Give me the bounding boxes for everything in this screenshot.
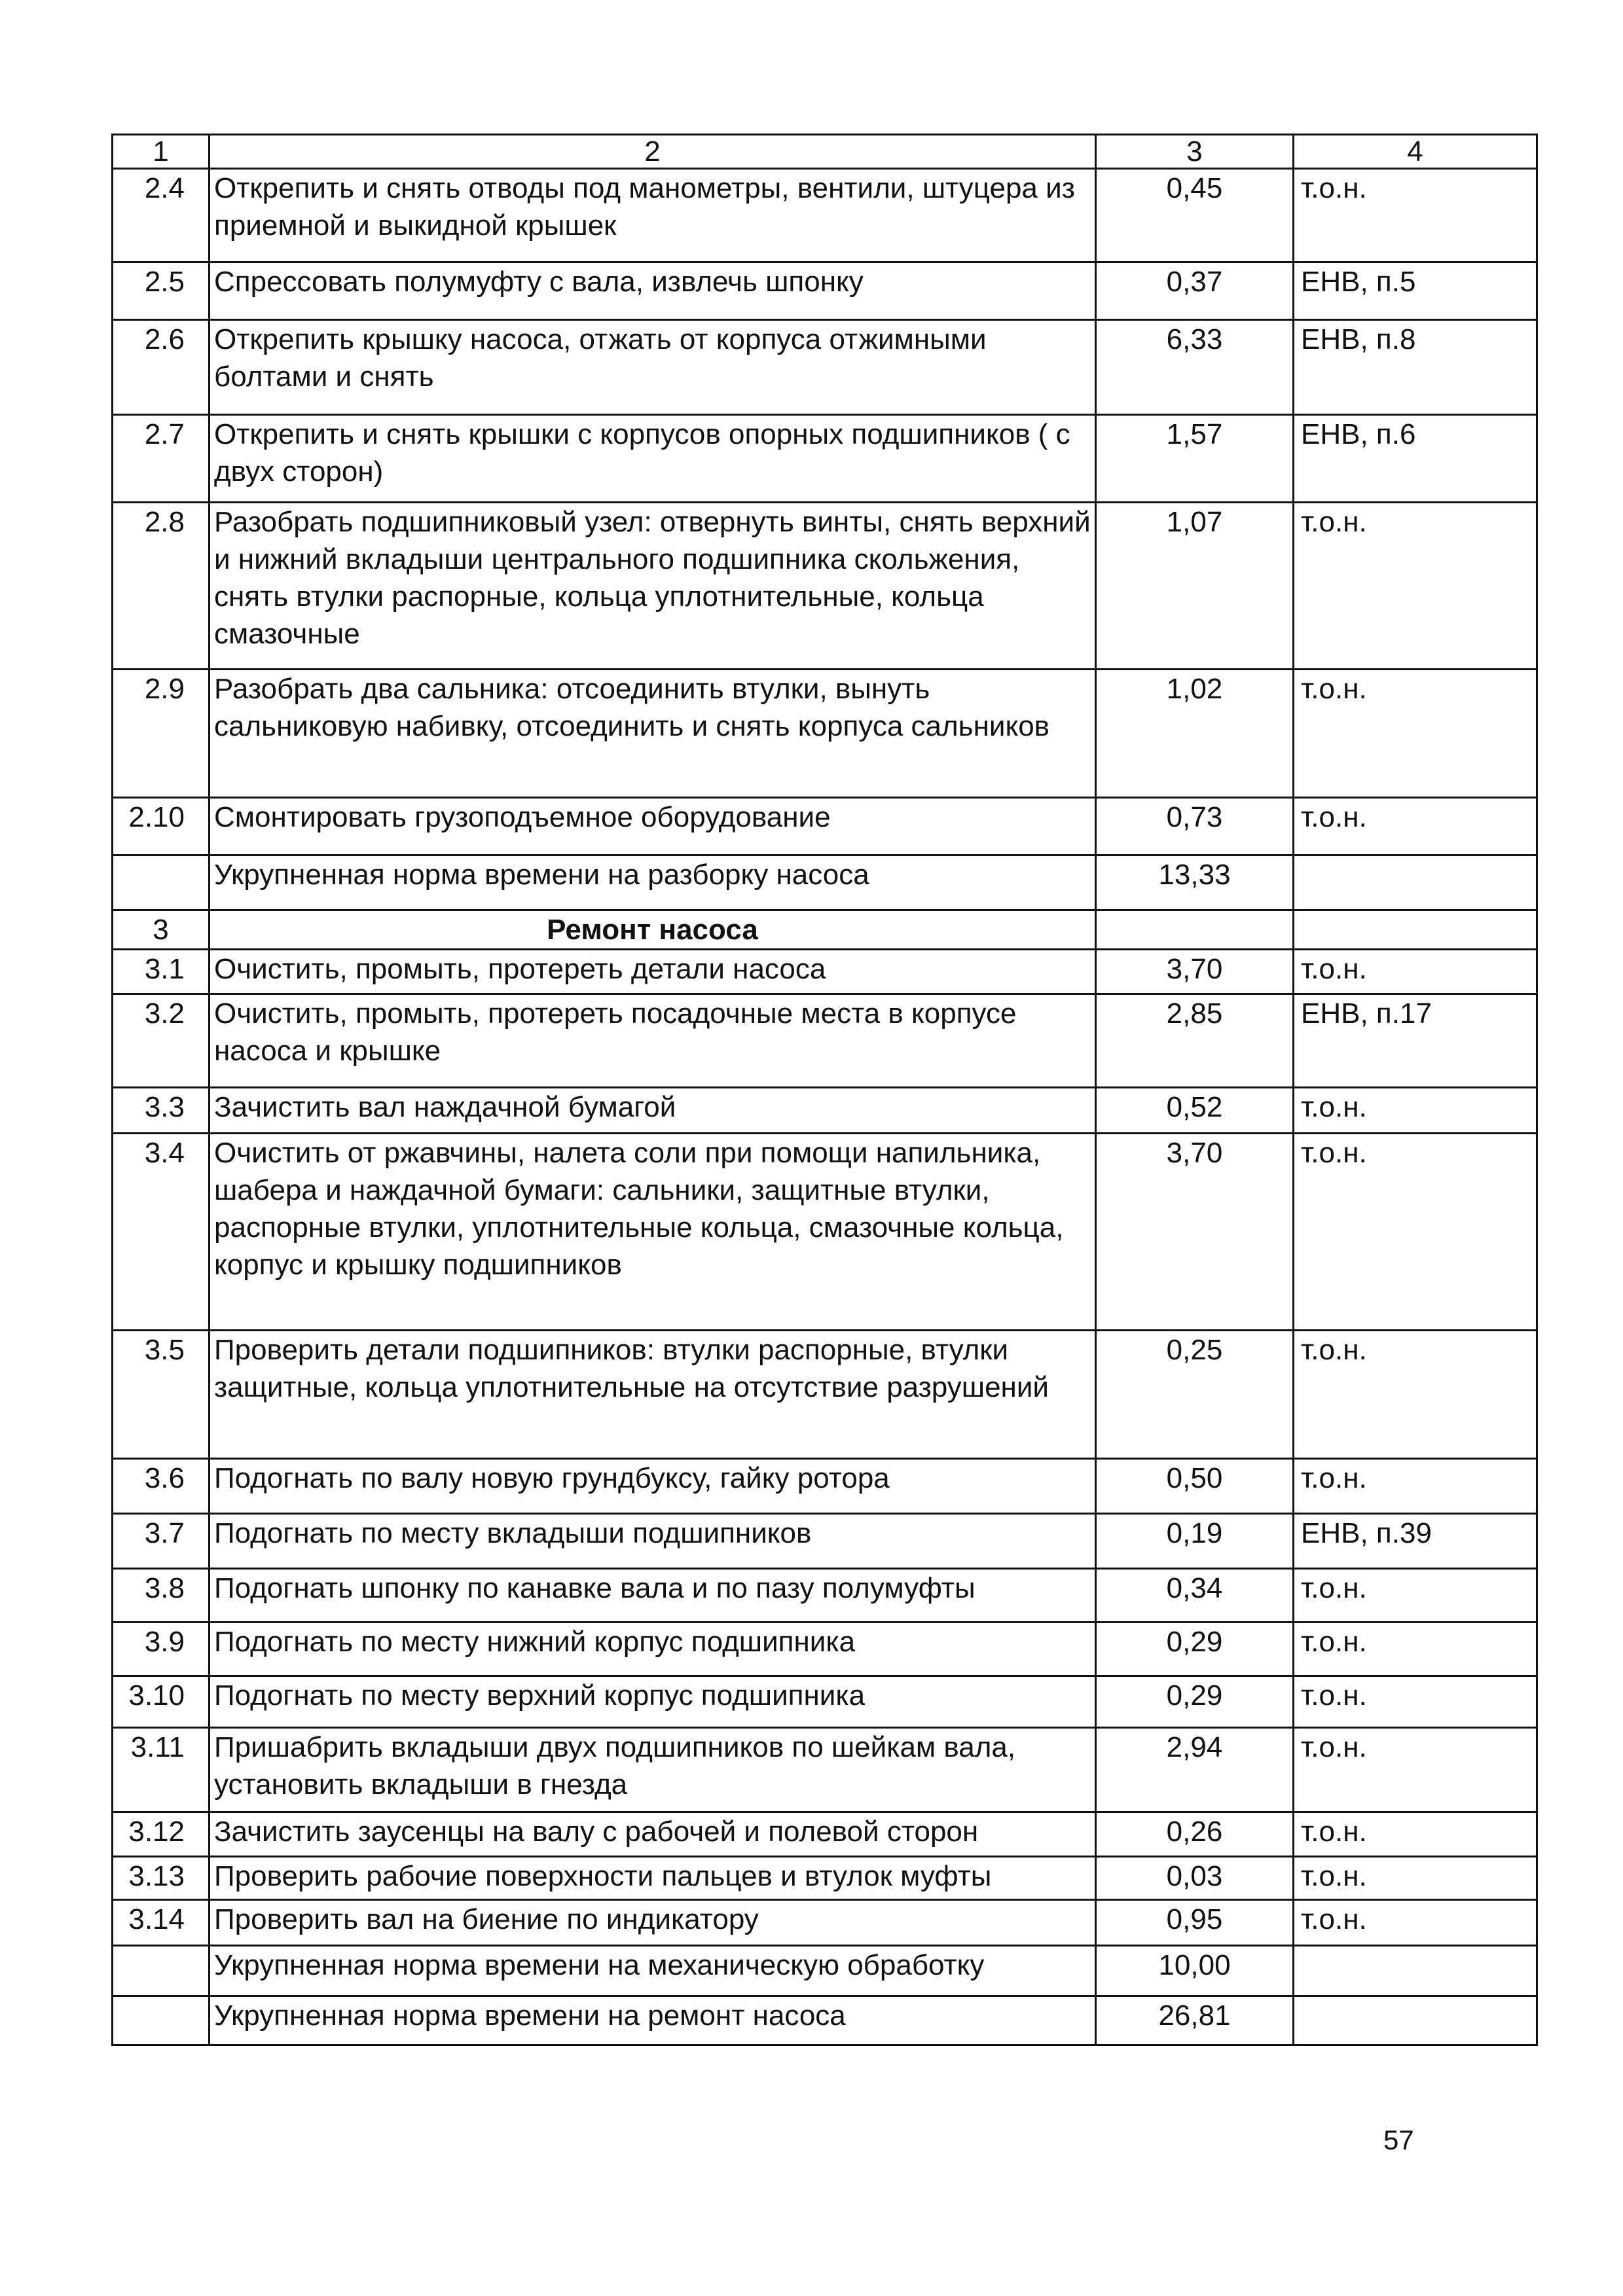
row-value: 0,29 bbox=[1096, 1676, 1294, 1728]
table-row bbox=[113, 415, 1537, 503]
row-number: 3.3 bbox=[113, 1088, 210, 1134]
row-value: 13,33 bbox=[1096, 855, 1294, 910]
table-row bbox=[113, 1459, 1537, 1514]
row-number: 3.12 bbox=[113, 1812, 210, 1857]
row-value: 0,50 bbox=[1096, 1459, 1294, 1514]
row-source: т.о.н. bbox=[1294, 1569, 1537, 1623]
row-description: Укрупненная норма времени на разборку насоса bbox=[210, 855, 1096, 910]
row-value: 26,81 bbox=[1096, 1996, 1294, 2045]
row-number bbox=[113, 1996, 210, 2045]
row-number: 2.8 bbox=[113, 503, 210, 670]
row-description: Открепить и снять отводы под манометры, вентили, штуцера из приемной и выкидной крышек bbox=[210, 169, 1096, 262]
section-title: Ремонт насоса bbox=[210, 910, 1096, 950]
header-cell: 1 bbox=[113, 135, 210, 169]
table-row bbox=[113, 1812, 1537, 1857]
section-number: 3 bbox=[113, 910, 210, 950]
row-value: 2,85 bbox=[1096, 994, 1294, 1088]
row-value: 0,19 bbox=[1096, 1514, 1294, 1569]
row-number: 3.8 bbox=[113, 1569, 210, 1623]
row-source: т.о.н. bbox=[1294, 1812, 1537, 1857]
table-row bbox=[113, 950, 1537, 994]
table-row bbox=[113, 1728, 1537, 1812]
row-number: 3.9 bbox=[113, 1623, 210, 1676]
table-row bbox=[113, 262, 1537, 320]
total-row bbox=[113, 1996, 1537, 2045]
row-source bbox=[1294, 1996, 1537, 2045]
row-source: т.о.н. bbox=[1294, 1676, 1537, 1728]
subtotal-row bbox=[113, 855, 1537, 910]
header-cell: 3 bbox=[1096, 135, 1294, 169]
row-value: 0,37 bbox=[1096, 262, 1294, 320]
row-description: Укрупненная норма времени на механическую обработку bbox=[210, 1946, 1096, 1996]
table-row bbox=[113, 1514, 1537, 1569]
row-number: 3.13 bbox=[113, 1857, 210, 1900]
row-source bbox=[1294, 910, 1537, 950]
table-row bbox=[113, 1857, 1537, 1900]
row-value: 1,02 bbox=[1096, 670, 1294, 798]
row-value: 0,26 bbox=[1096, 1812, 1294, 1857]
row-description: Очистить, промыть, протереть посадочные места в корпусе насоса и крышке bbox=[210, 994, 1096, 1088]
row-source: т.о.н. bbox=[1294, 1088, 1537, 1134]
row-description: Открепить крышку насоса, отжать от корпуса отжимными болтами и снять bbox=[210, 320, 1096, 415]
row-number: 3.14 bbox=[113, 1900, 210, 1946]
row-value: 0,03 bbox=[1096, 1857, 1294, 1900]
row-description: Подогнать по месту вкладыши подшипников bbox=[210, 1514, 1096, 1569]
row-value bbox=[1096, 910, 1294, 950]
row-value: 1,07 bbox=[1096, 503, 1294, 670]
row-number: 3.1 bbox=[113, 950, 210, 994]
row-number: 2.7 bbox=[113, 415, 210, 503]
row-description: Спрессовать полумуфту с вала, извлечь шпонку bbox=[210, 262, 1096, 320]
row-number bbox=[113, 1946, 210, 1996]
row-source: т.о.н. bbox=[1294, 670, 1537, 798]
row-description: Пришабрить вкладыши двух подшипников по шейкам вала, установить вкладыши в гнезда bbox=[210, 1728, 1096, 1812]
row-description: Зачистить вал наждачной бумагой bbox=[210, 1088, 1096, 1134]
row-description: Проверить детали подшипников: втулки распорные, втулки защитные, кольца уплотнительные на отсутствие разрушений bbox=[210, 1331, 1096, 1459]
header-cell: 4 bbox=[1294, 135, 1537, 169]
row-source: ЕНВ, п.5 bbox=[1294, 262, 1537, 320]
table-row bbox=[113, 1623, 1537, 1676]
row-source bbox=[1294, 1946, 1537, 1996]
page-number: 57 bbox=[1383, 2125, 1414, 2155]
row-value: 0,52 bbox=[1096, 1088, 1294, 1134]
row-description: Проверить рабочие поверхности пальцев и втулок муфты bbox=[210, 1857, 1096, 1900]
row-number: 3.2 bbox=[113, 994, 210, 1088]
row-value: 0,73 bbox=[1096, 798, 1294, 855]
row-description: Разобрать подшипниковый узел: отвернуть винты, снять верхний и нижний вкладыши центрального подшипника скольжения, снять втулки распорные, кольца уплотнительные, кольца смазочные bbox=[210, 503, 1096, 670]
row-number bbox=[113, 855, 210, 910]
row-description: Подогнать по месту нижний корпус подшипника bbox=[210, 1623, 1096, 1676]
row-description: Разобрать два сальника: отсоединить втулки, вынуть сальниковую набивку, отсоединить и снять корпуса сальников bbox=[210, 670, 1096, 798]
row-source: т.о.н. bbox=[1294, 1134, 1537, 1331]
row-value: 0,45 bbox=[1096, 169, 1294, 262]
row-description: Очистить, промыть, протереть детали насоса bbox=[210, 950, 1096, 994]
table-row bbox=[113, 1676, 1537, 1728]
row-number: 3.7 bbox=[113, 1514, 210, 1569]
section-heading-row bbox=[113, 910, 1537, 950]
row-description: Подогнать шпонку по канавке вала и по пазу полумуфты bbox=[210, 1569, 1096, 1623]
table-row bbox=[113, 1569, 1537, 1623]
row-value: 0,95 bbox=[1096, 1900, 1294, 1946]
row-value: 3,70 bbox=[1096, 950, 1294, 994]
row-source: т.о.н. bbox=[1294, 1900, 1537, 1946]
row-description: Подогнать по месту верхний корпус подшипника bbox=[210, 1676, 1096, 1728]
table-row bbox=[113, 1088, 1537, 1134]
row-number: 3.10 bbox=[113, 1676, 210, 1728]
table-row bbox=[113, 1331, 1537, 1459]
row-value: 1,57 bbox=[1096, 415, 1294, 503]
norms-table bbox=[111, 134, 1538, 2046]
row-source: т.о.н. bbox=[1294, 1857, 1537, 1900]
row-number: 2.4 bbox=[113, 169, 210, 262]
row-source: т.о.н. bbox=[1294, 1459, 1537, 1514]
row-source: т.о.н. bbox=[1294, 1623, 1537, 1676]
row-source: т.о.н. bbox=[1294, 1728, 1537, 1812]
row-source: т.о.н. bbox=[1294, 950, 1537, 994]
row-description: Зачистить заусенцы на валу с рабочей и полевой сторон bbox=[210, 1812, 1096, 1857]
header-row bbox=[113, 135, 1537, 169]
table-row bbox=[113, 670, 1537, 798]
row-description: Подогнать по валу новую грундбуксу, гайку ротора bbox=[210, 1459, 1096, 1514]
row-description: Укрупненная норма времени на ремонт насоса bbox=[210, 1996, 1096, 2045]
row-source: т.о.н. bbox=[1294, 169, 1537, 262]
row-source: т.о.н. bbox=[1294, 1331, 1537, 1459]
row-description: Проверить вал на биение по индикатору bbox=[210, 1900, 1096, 1946]
row-value: 6,33 bbox=[1096, 320, 1294, 415]
row-number: 3.4 bbox=[113, 1134, 210, 1331]
row-source: ЕНВ, п.8 bbox=[1294, 320, 1537, 415]
table-row bbox=[113, 503, 1537, 670]
row-value: 0,25 bbox=[1096, 1331, 1294, 1459]
table-row bbox=[113, 994, 1537, 1088]
row-number: 2.10 bbox=[113, 798, 210, 855]
row-description: Открепить и снять крышки с корпусов опорных подшипников ( с двух сторон) bbox=[210, 415, 1096, 503]
table-row bbox=[113, 1900, 1537, 1946]
row-number: 2.9 bbox=[113, 670, 210, 798]
row-value: 0,29 bbox=[1096, 1623, 1294, 1676]
row-number: 3.6 bbox=[113, 1459, 210, 1514]
row-value: 2,94 bbox=[1096, 1728, 1294, 1812]
row-source: ЕНВ, п.17 bbox=[1294, 994, 1537, 1088]
table-row bbox=[113, 320, 1537, 415]
row-number: 2.5 bbox=[113, 262, 210, 320]
row-source: ЕНВ, п.39 bbox=[1294, 1514, 1537, 1569]
row-description: Очистить от ржавчины, налета соли при помощи напильника, шабера и наждачной бумаги: сальники, защитные втулки, распорные втулки, уплотнительные кольца, смазочные кольца, корпус и крышку подшипников bbox=[210, 1134, 1096, 1331]
row-number: 2.6 bbox=[113, 320, 210, 415]
row-number: 3.5 bbox=[113, 1331, 210, 1459]
row-source: ЕНВ, п.6 bbox=[1294, 415, 1537, 503]
table-row bbox=[113, 169, 1537, 262]
subtotal-row bbox=[113, 1946, 1537, 1996]
table-row bbox=[113, 798, 1537, 855]
row-source: т.о.н. bbox=[1294, 503, 1537, 670]
row-value: 3,70 bbox=[1096, 1134, 1294, 1331]
header-cell: 2 bbox=[210, 135, 1096, 169]
row-number: 3.11 bbox=[113, 1728, 210, 1812]
row-description: Смонтировать грузоподъемное оборудование bbox=[210, 798, 1096, 855]
row-source bbox=[1294, 855, 1537, 910]
row-value: 0,34 bbox=[1096, 1569, 1294, 1623]
table-row bbox=[113, 1134, 1537, 1331]
row-source: т.о.н. bbox=[1294, 798, 1537, 855]
row-value: 10,00 bbox=[1096, 1946, 1294, 1996]
